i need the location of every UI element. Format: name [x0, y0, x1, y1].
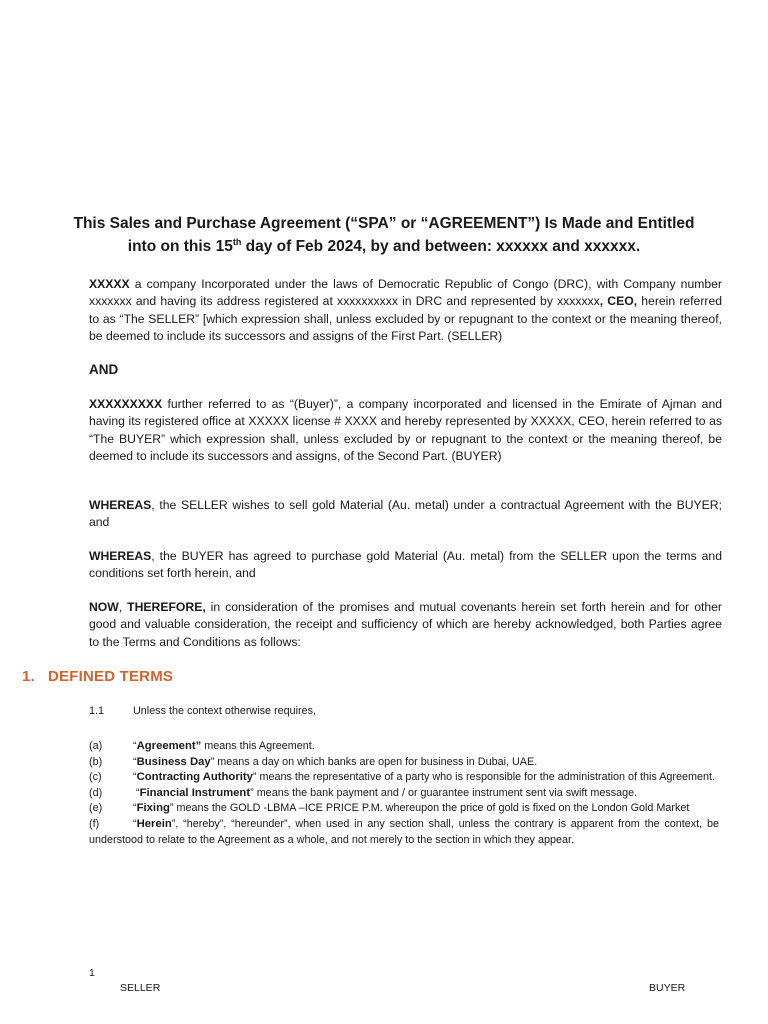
now-label: NOW	[89, 600, 119, 614]
definition-text: ” means the GOLD -LBMA –ICE PRICE P.M. whereupon the price of gold is fixed on the London Gold Market	[169, 802, 690, 815]
now-sep: ,	[118, 600, 128, 614]
definition-label: (f)	[89, 817, 100, 830]
seller-name: XXXXX	[89, 277, 130, 291]
whereas-paragraph-2	[89, 548, 722, 583]
definition-item	[89, 770, 719, 786]
whereas-text-2: , the BUYER has agreed to purchase gold Material (Au. metal) from the SELLER upon the terms and conditions set forth herein, and	[89, 549, 722, 581]
section-title: DEFINED TERMS	[48, 668, 174, 685]
definition-term: Agreement”	[136, 740, 202, 752]
whereas-text-1: , the SELLER wishes to sell gold Material (Au. metal) under a contractual Agreement with the BUYER; and	[89, 498, 722, 530]
definition-text: means this Agreement.	[201, 740, 315, 752]
seller-text-2: herein referred to as “The SELLER” [which expression shall, unless excluded by or repugnant to the context or the meaning thereof, be deemed to include its successors and assigns of the First Part. (SELLER)	[89, 294, 723, 344]
title-line-2	[60, 235, 708, 258]
seller-ceo: , CEO,	[599, 294, 638, 309]
whereas-paragraph-1	[89, 497, 722, 532]
definition-label: (c)	[89, 771, 102, 784]
definition-text: ” means a day on which banks are open for business in Dubai, UAE.	[210, 755, 538, 768]
definition-label: (a)	[89, 740, 103, 752]
definition-quote: “	[133, 740, 137, 752]
buyer-text: further referred to as “(Buyer)”, a company incorporated and licensed in the Emirate of Ajman and having its registered office at XXXXX license # XXXX and hereby represented by XXXXX, CEO, herein referred to as “The BUYER” which expression shall, unless excluded by or repugnant to the context or the meaning thereof, be deemed to include its successors and assigns, of the Second Part. (BUYER)	[89, 397, 722, 464]
clause-1-1	[89, 704, 719, 720]
section-heading-defined-terms	[22, 668, 173, 685]
definition-term: Contracting Authority	[136, 771, 253, 784]
definition-item	[89, 817, 719, 848]
definition-text: ”, “hereby”, “hereunder”, when used in any section shall, unless the contrary is apparent from the context, be understood to relate to the Agreement as a whole, and not merely to the section in which they appear.	[89, 817, 719, 846]
buyer-paragraph	[89, 396, 722, 466]
definition-term: Financial Instrument	[139, 786, 251, 799]
definition-item	[89, 801, 719, 817]
buyer-name: XXXXXXXXX	[89, 397, 163, 411]
definition-item	[89, 739, 719, 755]
definition-quote: “	[133, 817, 137, 830]
title-line-1: This Sales and Purchase Agreement (“SPA” or “AGREEMENT”) Is Made and Entitled	[73, 215, 695, 232]
definition-text: ” means the bank payment and / or guarantee instrument sent via swift message.	[250, 786, 638, 799]
seller-paragraph	[89, 276, 722, 346]
and-separator: AND	[89, 362, 119, 377]
definition-label: (e)	[89, 802, 103, 815]
whereas-label-1: WHEREAS	[89, 498, 152, 512]
title-line-2-pre: into on this 15	[127, 238, 233, 255]
whereas-label-2: WHEREAS	[89, 549, 152, 563]
clause-label: 1.1	[89, 705, 105, 717]
definition-label: (d)	[89, 786, 103, 799]
agreement-title	[60, 212, 708, 258]
title-line-2-sup: th	[232, 236, 242, 247]
footer-buyer-label: BUYER	[649, 982, 686, 994]
definition-quote: “	[133, 755, 137, 768]
footer-seller-label: SELLER	[120, 982, 161, 994]
definition-item	[89, 755, 719, 771]
clause-text: Unless the context otherwise requires,	[133, 705, 317, 717]
definition-quote: “	[133, 802, 137, 815]
definitions-list	[89, 739, 719, 848]
title-line-2-post: day of Feb 2024, by and between: xxxxxx and xxxxxx.	[241, 238, 641, 255]
page-number: 1	[89, 967, 95, 979]
definition-term: Herein	[136, 817, 172, 830]
definition-text: ” means the representative of a party who is responsible for the administration of this Agreement.	[252, 771, 716, 784]
definition-term: Fixing	[136, 802, 170, 815]
therefore-label: THEREFORE,	[127, 600, 206, 614]
now-therefore-text: in consideration of the promises and mutual covenants herein set forth herein and for other good and valuable consideration, the receipt and sufficiency of which are hereby acknowledged, both Parties agree to the Terms and Conditions as follows:	[89, 600, 722, 649]
definition-term: Business Day	[136, 755, 211, 768]
definition-quote: “	[133, 786, 140, 799]
seller-text-1: a company Incorporated under the laws of Democratic Republic of Congo (DRC), with Company number xxxxxxx and having its address registered at xxxxxxxxxx in DRC and represented by xxxxxxx	[89, 277, 722, 309]
now-therefore-paragraph	[89, 599, 722, 651]
definition-item	[89, 786, 719, 802]
definition-quote: “	[133, 771, 137, 784]
section-number: 1.	[22, 668, 35, 685]
definition-label: (b)	[89, 755, 103, 768]
